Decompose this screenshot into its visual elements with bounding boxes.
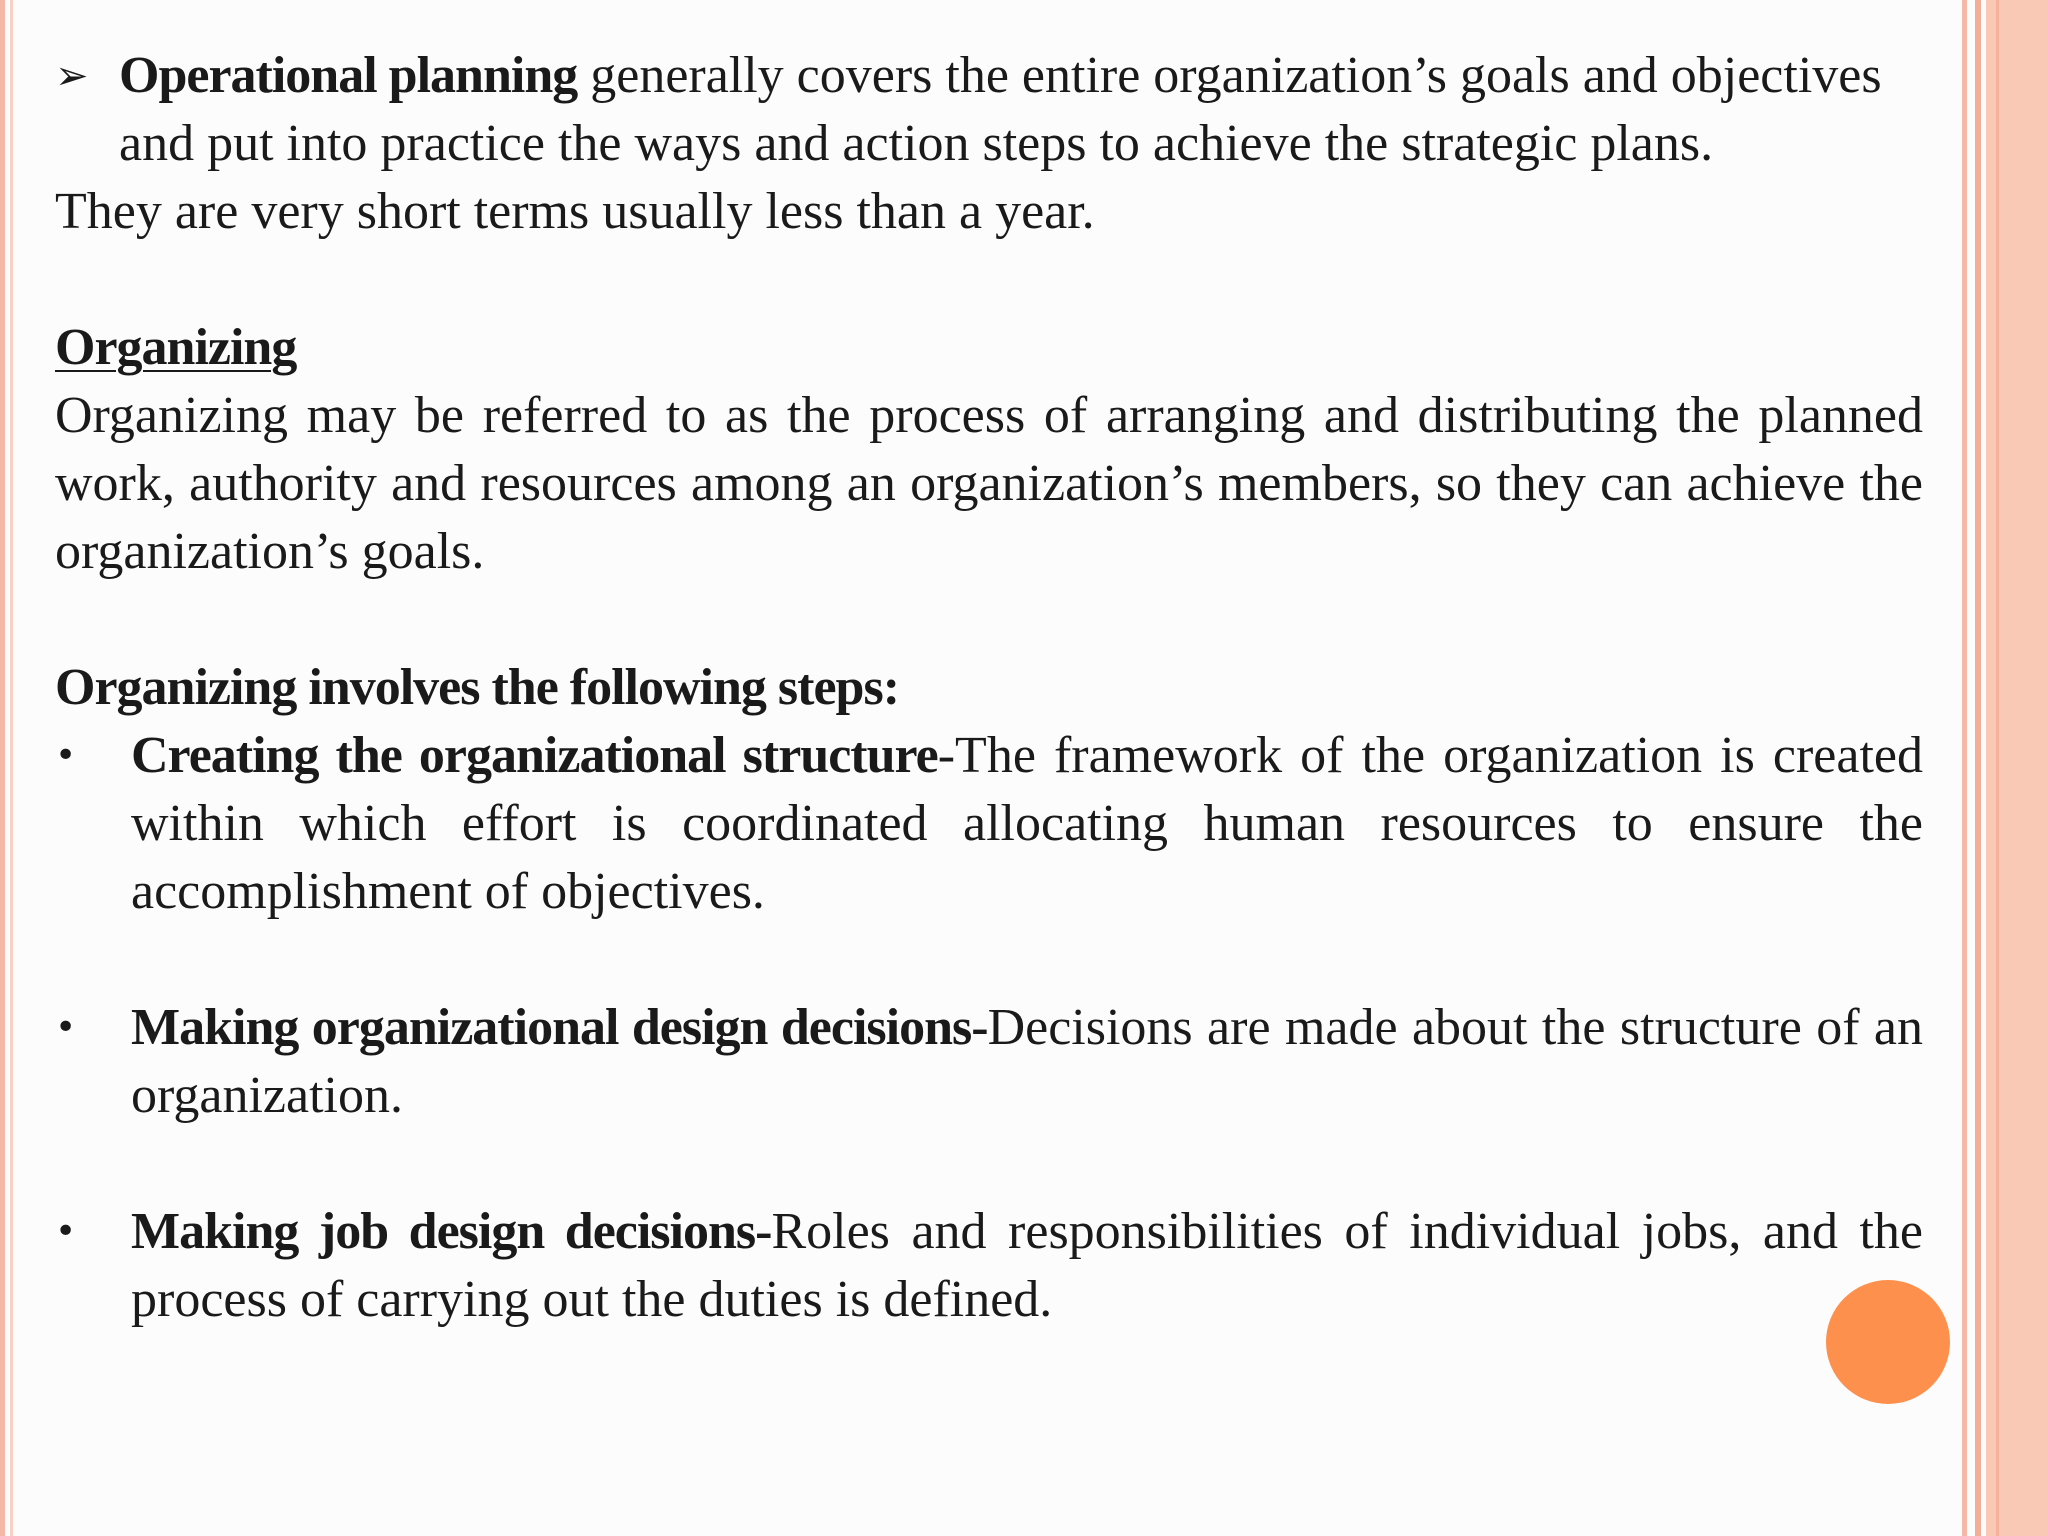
step-term: Making organizational design decisions-: [131, 999, 988, 1056]
arrow-bullet-icon: ➢: [55, 53, 89, 99]
bullet-icon: •: [55, 735, 77, 776]
right-border-stripe: [1962, 0, 1967, 1536]
slide-body: [55, 42, 1923, 1334]
step-term: Creating the organizational structure: [131, 727, 938, 784]
step-text: Roles and responsibilities of individual jobs, and the process of carrying out the duties is defined.: [131, 1203, 1924, 1328]
step-text: Decisions are made about the structure of an organization.: [131, 999, 1923, 1124]
bullet-icon: •: [55, 1211, 77, 1252]
operational-planning-text: generally covers the entire organization’s goals and objectives and put into practice the ways and action steps to achieve the strategic plans.: [119, 47, 1882, 172]
step-term: Making job design decisions-: [131, 1203, 772, 1260]
step-item: [55, 722, 1923, 926]
step-text: -The framework of the organization is created within which effort is coordinated allocating human resources to ensure the accomplishment of objectives.: [131, 727, 1923, 920]
organizing-definition: Organizing may be referred to as the process of arranging and distributing the planned work, authority and resources among an organization’s members, so they can achieve the organization’s goals.: [55, 387, 1923, 580]
right-border-band-line: [1996, 0, 1999, 1536]
step-item: [55, 1198, 1923, 1334]
steps-heading: Organizing involves the following steps:: [55, 659, 900, 716]
operational-planning-term: Operational planning: [119, 47, 578, 104]
organizing-heading: Organizing: [55, 319, 297, 376]
left-border-stripe-inner: [10, 0, 13, 1536]
operational-planning-item: [55, 42, 1923, 178]
step-item: [55, 994, 1923, 1130]
left-border-stripe: [0, 0, 5, 1536]
accent-circle: [1826, 1280, 1950, 1404]
bullet-icon: •: [55, 1007, 77, 1048]
right-border-stripe-2: [1975, 0, 1981, 1536]
timeframe-note: They are very short terms usually less than a year.: [55, 183, 1095, 240]
